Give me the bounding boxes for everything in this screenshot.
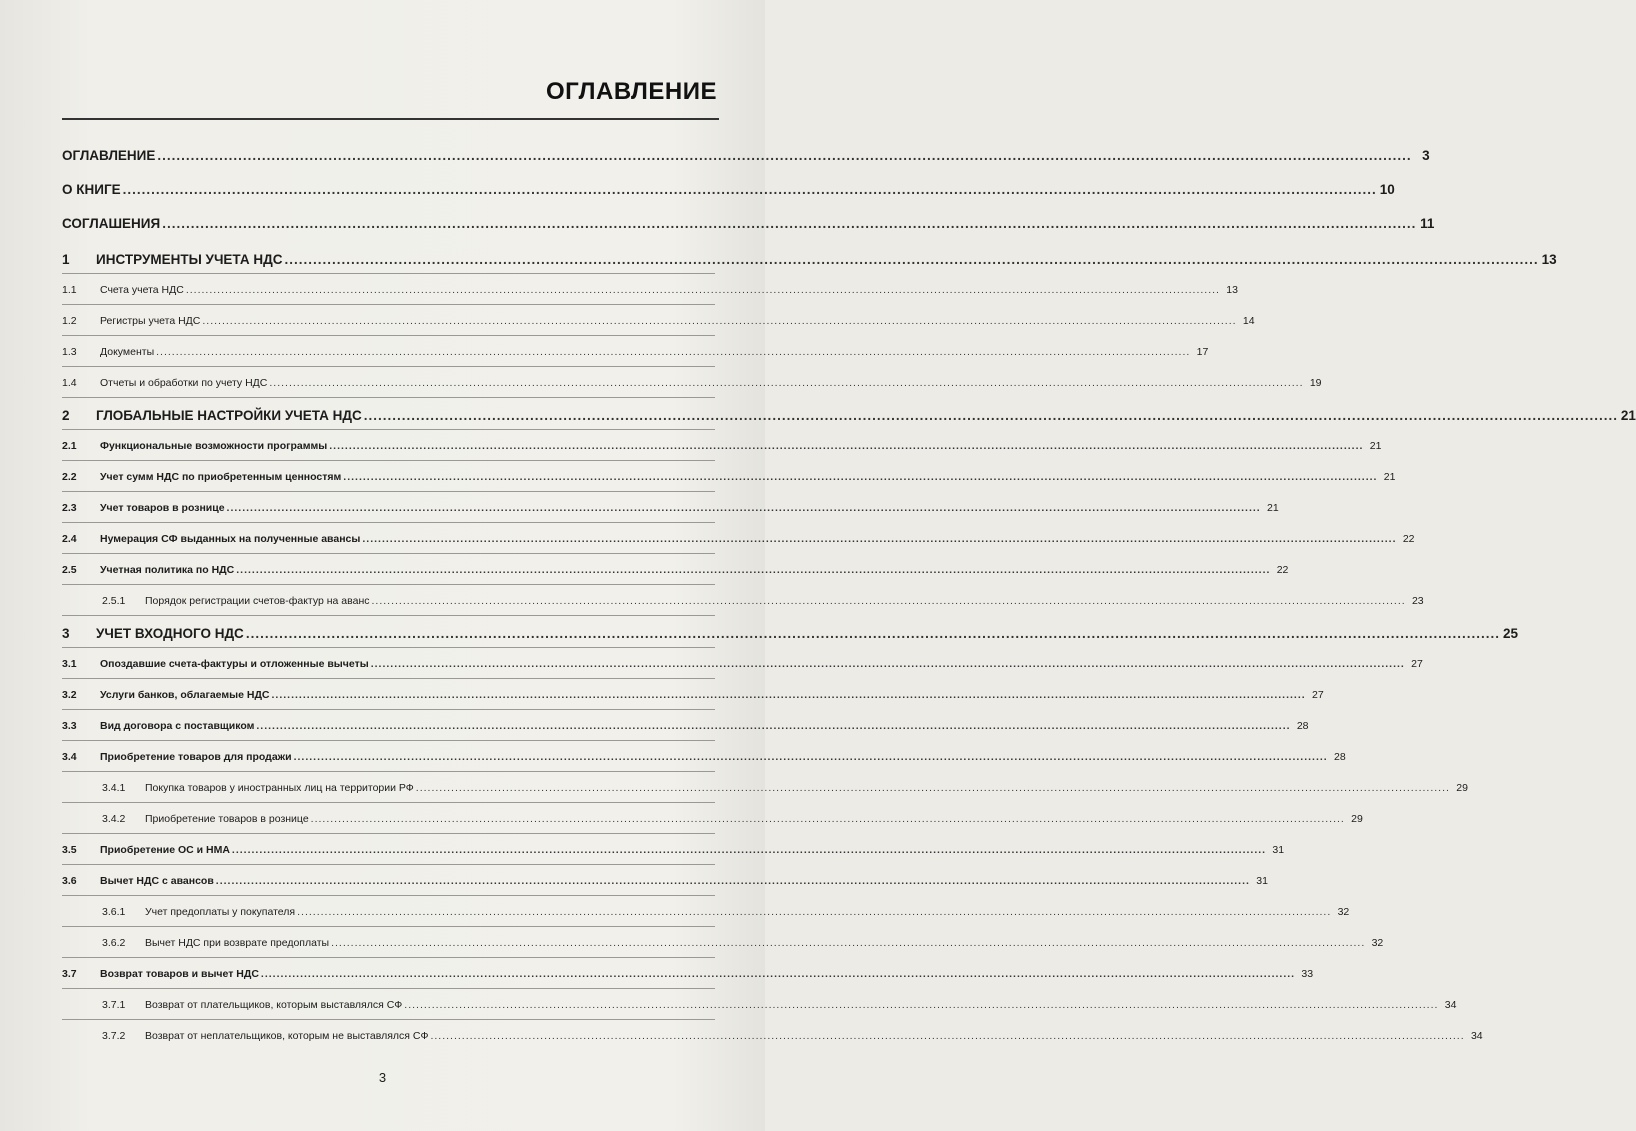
toc-entry[interactable] — [62, 958, 1314, 989]
toc-entry-label: Покупка товаров у иностранных лиц на территории РФ — [145, 782, 414, 794]
toc-entry-page: 25 — [1502, 626, 1519, 641]
toc-entry-number: 2.2 — [62, 471, 77, 483]
table-of-contents — [62, 140, 1636, 1051]
dot-leader — [371, 658, 1405, 670]
toc-entry-number: 1.2 — [62, 315, 77, 327]
toc-entry-label: УЧЕТ ВХОДНОГО НДС — [96, 626, 244, 641]
dot-leader — [343, 471, 1377, 483]
toc-entry-page: 31 — [1272, 844, 1285, 856]
toc-entry-page: 19 — [1309, 377, 1322, 389]
dot-leader — [331, 937, 1365, 949]
toc-entry-page: 32 — [1371, 937, 1384, 949]
toc-entry-page: 33 — [1301, 968, 1314, 980]
toc-entry[interactable] — [62, 492, 1279, 523]
toc-entry-number: 2.3 — [62, 502, 77, 514]
dot-leader — [261, 968, 1295, 980]
toc-entry[interactable] — [62, 1020, 1483, 1051]
toc-entry-label: Вид договора с поставщиком — [100, 720, 255, 732]
toc-entry-number: 3.1 — [62, 658, 77, 670]
toc-entry-label: Опоздавшие счета-фактуры и отложенные вычеты — [100, 658, 369, 670]
toc-entry[interactable] — [62, 461, 1396, 492]
toc-entry-page: 3 — [1422, 148, 1430, 163]
page-number: 3 — [378, 1070, 387, 1085]
toc-entry[interactable] — [62, 523, 1415, 554]
toc-entry-number: 1.1 — [62, 284, 77, 296]
toc-entry-label: Приобретение товаров для продажи — [100, 751, 292, 763]
toc-entry-number: 3.7.2 — [102, 1030, 126, 1042]
dot-leader — [272, 689, 1306, 701]
dot-leader — [430, 1030, 1464, 1042]
toc-entry-page: 29 — [1456, 782, 1468, 794]
toc-entry-label: Приобретение ОС и НМА — [100, 844, 230, 856]
toc-entry[interactable] — [62, 741, 1346, 772]
toc-entry-number: 1.4 — [62, 377, 77, 389]
toc-entry-number: 3.2 — [62, 689, 77, 701]
toc-entry-page: 34 — [1444, 999, 1457, 1011]
toc-entry-page: 14 — [1242, 315, 1255, 327]
toc-entry-page: 21 — [1369, 440, 1382, 452]
toc-entry-page: 29 — [1351, 813, 1363, 825]
toc-entry-label: Возврат от неплательщиков, которым не выставлялся СФ — [145, 1030, 429, 1042]
dot-leader — [416, 782, 1450, 794]
dot-leader — [294, 751, 1328, 763]
dot-leader — [297, 906, 1331, 918]
toc-entry-label: Отчеты и обработки по учету НДС — [100, 377, 268, 389]
toc-entry-page: 13 — [1226, 284, 1238, 296]
toc-entry[interactable] — [62, 648, 1423, 679]
toc-entry-page: 22 — [1276, 564, 1289, 576]
toc-entry[interactable] — [62, 865, 1268, 896]
toc-entry-number: 1.3 — [62, 346, 77, 358]
toc-entry[interactable] — [62, 140, 1430, 174]
toc-entry-page: 13 — [1541, 252, 1557, 267]
toc-entry-number: 3.7.1 — [102, 999, 126, 1011]
dot-leader — [232, 844, 1266, 856]
dot-leader — [364, 408, 1618, 423]
toc-entry-number: 3.4.1 — [102, 782, 126, 794]
toc-entry-page: 11 — [1420, 216, 1435, 231]
toc-entry-label: Регистры учета НДС — [100, 315, 201, 327]
toc-entry-number: 3.3 — [62, 720, 77, 732]
dot-leader — [227, 502, 1261, 514]
toc-entry-number: 2.4 — [62, 533, 77, 545]
toc-entry[interactable] — [62, 679, 1324, 710]
toc-entry[interactable] — [62, 208, 1435, 242]
toc-entry[interactable] — [62, 430, 1382, 461]
toc-entry[interactable] — [62, 174, 1395, 208]
dot-leader — [372, 595, 1406, 607]
toc-entry-number: 3.5 — [62, 844, 77, 856]
toc-entry-number: 3.4.2 — [102, 813, 126, 825]
dot-leader — [216, 875, 1250, 887]
dot-leader — [162, 216, 1416, 231]
toc-entry-label: Возврат товаров и вычет НДС — [100, 968, 259, 980]
toc-entry-number: 3.7 — [62, 968, 77, 980]
dot-leader — [404, 999, 1438, 1011]
toc-entry[interactable] — [62, 616, 1519, 648]
dot-leader — [186, 284, 1220, 296]
toc-entry-label: Порядок регистрации счетов-фактур на аванс — [145, 595, 370, 607]
toc-entry[interactable] — [62, 772, 1468, 803]
toc-entry-number: 2.5.1 — [102, 595, 126, 607]
toc-entry-label: Учетная политика по НДС — [100, 564, 235, 576]
toc-entry[interactable] — [62, 367, 1322, 398]
toc-entry-label: Вычет НДС с авансов — [100, 875, 214, 887]
toc-entry-label: Документы — [100, 346, 155, 358]
toc-entry-page: 27 — [1411, 658, 1423, 670]
toc-entry-number: 2 — [62, 408, 70, 423]
toc-entry-page: 34 — [1470, 1030, 1483, 1042]
toc-entry-page: 32 — [1337, 906, 1350, 918]
toc-entry-number: 1 — [62, 252, 70, 267]
dot-leader — [269, 377, 1303, 389]
toc-entry-label: Счета учета НДС — [100, 284, 184, 296]
toc-entry-page: 17 — [1196, 346, 1209, 358]
toc-entry-label: Учет товаров в рознице — [100, 502, 225, 514]
toc-entry-page: 28 — [1334, 751, 1346, 763]
toc-entry-label: О КНИГЕ — [62, 182, 121, 197]
toc-entry-number: 3.6.1 — [102, 906, 126, 918]
toc-entry-page: 27 — [1311, 689, 1324, 701]
toc-entry-page: 23 — [1411, 595, 1424, 607]
dot-leader — [156, 346, 1190, 358]
toc-entry[interactable] — [62, 803, 1363, 834]
title-divider — [62, 118, 719, 120]
toc-entry-page: 21 — [1383, 471, 1396, 483]
toc-entry-label: ГЛОБАЛЬНЫЕ НАСТРОЙКИ УЧЕТА НДС — [96, 408, 362, 423]
toc-entry[interactable] — [62, 398, 1636, 430]
toc-entry[interactable] — [62, 336, 1209, 367]
dot-leader — [123, 182, 1377, 197]
toc-entry-number: 2.1 — [62, 440, 77, 452]
toc-entry-page: 10 — [1379, 182, 1395, 197]
toc-entry-page: 21 — [1267, 502, 1279, 514]
toc-entry-label: ОГЛАВЛЕНИЕ — [62, 148, 156, 163]
dot-leader — [329, 440, 1363, 452]
toc-entry-label: Нумерация СФ выданных на полученные авансы — [100, 533, 361, 545]
dot-leader — [284, 252, 1538, 267]
dot-leader — [256, 720, 1290, 732]
toc-entry-label: СОГЛАШЕНИЯ — [62, 216, 161, 231]
toc-entry-label: Вычет НДС при возврате предоплаты — [145, 937, 330, 949]
toc-entry[interactable] — [62, 554, 1289, 585]
toc-entry-number: 3.6.2 — [102, 937, 126, 949]
dot-leader — [311, 813, 1345, 825]
toc-entry-label: Возврат от плательщиков, которым выставлялся СФ — [145, 999, 403, 1011]
toc-entry[interactable] — [62, 585, 1424, 616]
toc-entry[interactable] — [62, 989, 1457, 1020]
dot-leader — [157, 148, 1411, 163]
toc-entry[interactable] — [62, 927, 1384, 958]
toc-entry-label: ИНСТРУМЕНТЫ УЧЕТА НДС — [96, 252, 283, 267]
toc-entry-label: Учет сумм НДС по приобретенным ценностям — [100, 471, 342, 483]
dot-leader — [202, 315, 1236, 327]
toc-entry[interactable] — [62, 896, 1350, 927]
page-title: ОГЛАВЛЕНИЕ — [545, 78, 717, 105]
dot-leader — [246, 626, 1500, 641]
toc-entry-page: 21 — [1620, 408, 1636, 423]
toc-entry-label: Учет предоплаты у покупателя — [145, 906, 296, 918]
toc-entry-number: 3.6 — [62, 875, 77, 887]
toc-entry-page: 28 — [1296, 720, 1309, 732]
toc-entry-label: Услуги банков, облагаемые НДС — [100, 689, 270, 701]
dot-leader — [236, 564, 1270, 576]
toc-entry-label: Приобретение товаров в рознице — [145, 813, 309, 825]
dot-leader — [362, 533, 1396, 545]
toc-entry[interactable] — [62, 305, 1255, 336]
toc-entry[interactable] — [62, 710, 1309, 741]
toc-entry[interactable] — [62, 834, 1285, 865]
toc-entry-number: 3 — [62, 626, 70, 641]
toc-entry-label: Функциональные возможности программы — [100, 440, 328, 452]
toc-entry-page: 22 — [1402, 533, 1415, 545]
toc-entry[interactable] — [62, 274, 1238, 305]
toc-entry-number: 2.5 — [62, 564, 77, 576]
toc-entry[interactable] — [62, 242, 1557, 274]
toc-entry-number: 3.4 — [62, 751, 77, 763]
toc-entry-page: 31 — [1256, 875, 1268, 887]
